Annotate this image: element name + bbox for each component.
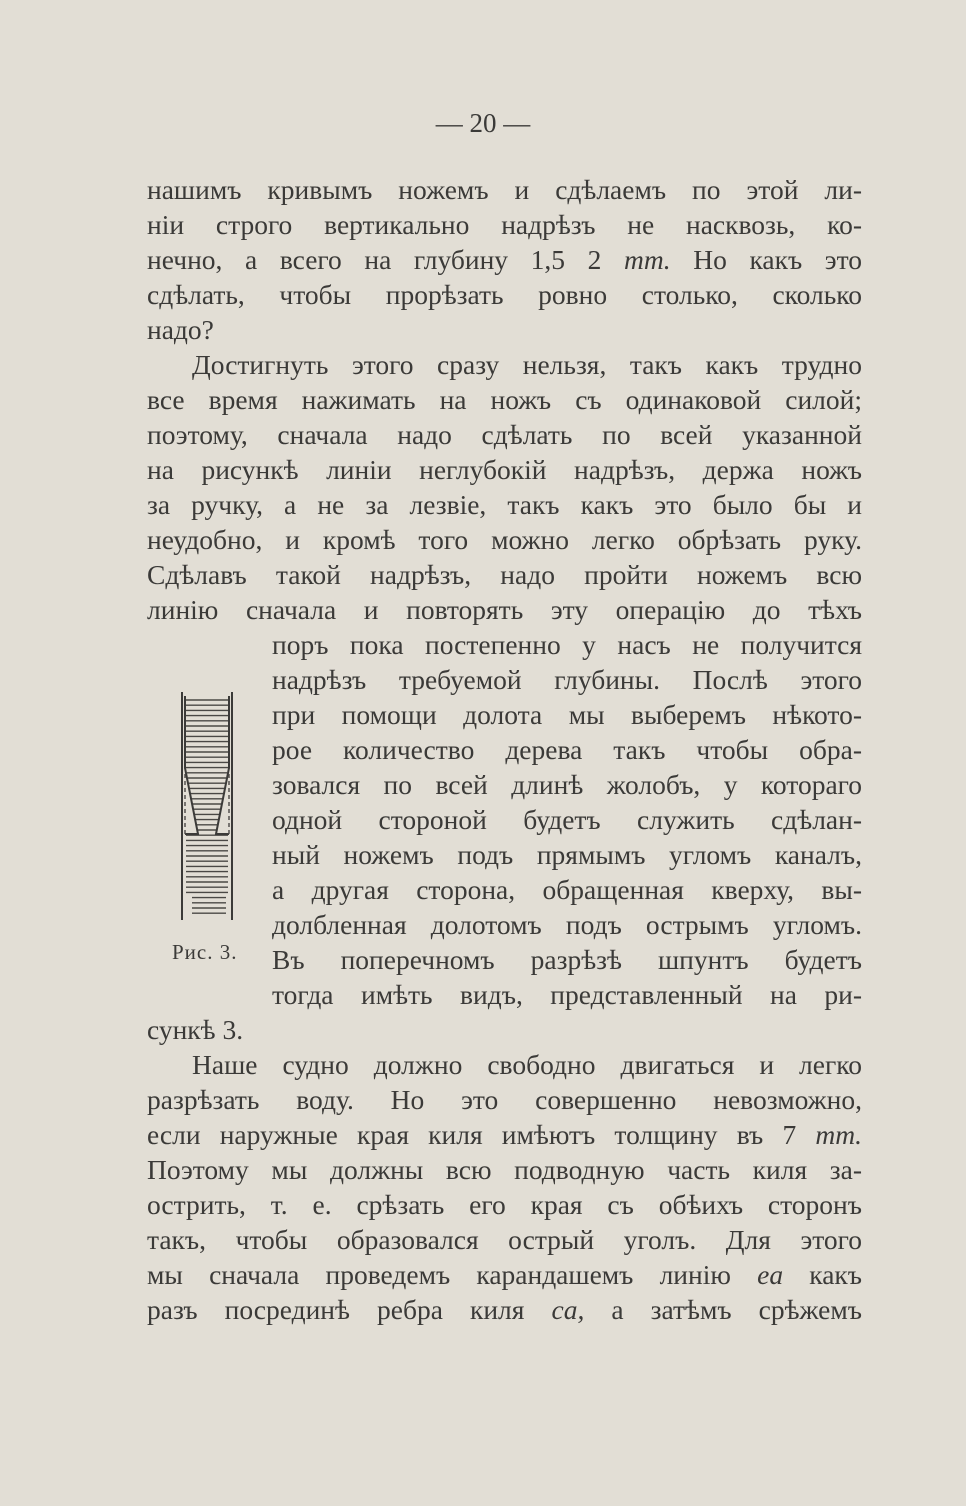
- text-segment: нашимъ кривымъ ножемъ и сдѣлаемъ по этой ли-: [147, 174, 862, 205]
- text-segment: сункѣ 3.: [147, 1014, 244, 1045]
- text-line: [147, 277, 862, 312]
- text-line: [272, 767, 862, 802]
- text-line: [272, 837, 862, 872]
- page-number: — 20 —: [435, 108, 531, 138]
- text-line: [272, 872, 862, 907]
- text-line: [147, 592, 862, 627]
- figure-3-cross-section: [176, 688, 238, 928]
- text-segment: все время нажимать на ножъ съ одинаковой силой;: [147, 384, 862, 415]
- text-segment: разрѣзать воду. Но это совершенно невозможно,: [147, 1084, 862, 1115]
- text-line: [272, 662, 862, 697]
- text-line: [147, 172, 862, 207]
- text-segment: Достигнуть этого сразу нельзя, такъ какъ трудно: [192, 349, 862, 380]
- text-line: [147, 487, 862, 522]
- text-segment: сдѣлать, чтобы прорѣзать ровно столько, сколько: [147, 279, 862, 310]
- text-segment: на рисункѣ линіи неглубокій надрѣзъ, держа ножъ: [147, 454, 862, 485]
- text-segment: поръ пока постепенно у насъ не получится: [272, 629, 862, 660]
- text-segment: разъ посрединѣ ребра киля: [147, 1294, 552, 1325]
- text-line: [272, 942, 862, 977]
- text-line: [147, 417, 862, 452]
- text-segment: мы сначала проведемъ карандашемъ линію: [147, 1259, 758, 1290]
- text-segment: долбленная долотомъ подъ острымъ угломъ.: [272, 909, 862, 940]
- text-line: [147, 557, 862, 592]
- text-segment: линію сначала и повторять эту операцію до тѣхъ: [147, 594, 862, 625]
- italic-term: mm.: [815, 1119, 862, 1150]
- text-line: [272, 907, 862, 942]
- text-line: [147, 452, 862, 487]
- text-segment: при помощи долота мы выберемъ нѣкото-: [272, 699, 862, 730]
- text-segment: а другая сторона, обращенная кверху, вы-: [272, 874, 862, 905]
- text-segment: Но какъ это: [670, 244, 862, 275]
- text-segment: неудобно, и кромѣ того можно легко обрѣзать руку.: [147, 524, 862, 555]
- figure-caption: Рис. 3.: [172, 940, 238, 964]
- text-segment: если наружные края киля имѣютъ толщину въ 7: [147, 1119, 816, 1150]
- text-segment: тогда имѣть видъ, представленный на ри-: [272, 979, 862, 1010]
- text-segment: надрѣзъ требуемой глубины. Послѣ этого: [272, 664, 862, 695]
- text-segment: Въ поперечномъ разрѣзѣ шпунтъ будетъ: [272, 944, 862, 975]
- text-line: [192, 347, 862, 382]
- text-segment: за ручку, а не за лезвіе, такъ какъ это было бы и: [147, 489, 862, 520]
- text-line: [147, 1292, 862, 1327]
- text-segment: такъ, чтобы образовался острый уголъ. Для этого: [147, 1224, 862, 1255]
- italic-term: ea: [757, 1259, 784, 1290]
- text-segment: Наше судно должно свободно двигаться и легко: [192, 1049, 862, 1080]
- text-segment: надо?: [147, 314, 214, 345]
- text-segment: нечно, а всего на глубину 1,5 2: [147, 244, 625, 275]
- text-segment: Поэтому мы должны всю подводную часть киля за-: [147, 1154, 862, 1185]
- text-segment: Сдѣлавъ такой надрѣзъ, надо пройти ножемъ всю: [147, 559, 862, 590]
- text-line: [272, 697, 862, 732]
- text-line: [272, 977, 862, 1012]
- text-line: [147, 522, 862, 557]
- text-line: [147, 382, 862, 417]
- text-segment: ный ножемъ подъ прямымъ угломъ каналъ,: [272, 839, 862, 870]
- text-line: [147, 1082, 862, 1117]
- text-line: [147, 1257, 862, 1292]
- text-segment: зовался по всей длинѣ жолобъ, у котораго: [272, 769, 862, 800]
- text-line: [147, 242, 862, 277]
- text-line: [147, 1152, 862, 1187]
- text-segment: острить, т. е. срѣзать его края съ обѣихъ сторонъ: [147, 1189, 862, 1220]
- text-line: [272, 732, 862, 767]
- text-line: [147, 207, 862, 242]
- text-segment: одной стороной будетъ служить сдѣлан-: [272, 804, 862, 835]
- italic-term: mm.: [624, 244, 671, 275]
- italic-term: ca,: [551, 1294, 585, 1325]
- text-line: [272, 802, 862, 837]
- text-segment: а затѣмъ срѣжемъ: [584, 1294, 862, 1325]
- text-line: [147, 1187, 862, 1222]
- text-line: [147, 1222, 862, 1257]
- text-line: [147, 312, 862, 347]
- text-line: [147, 1117, 862, 1152]
- text-line: [272, 627, 862, 662]
- text-line: [147, 1012, 862, 1047]
- text-segment: ніи строго вертикально надрѣзъ не насквозь, ко-: [147, 209, 862, 240]
- text-segment: рое количество дерева такъ чтобы обра-: [272, 734, 862, 765]
- text-segment: какъ: [783, 1259, 862, 1290]
- text-segment: поэтому, сначала надо сдѣлать по всей указанной: [147, 419, 862, 450]
- text-line: [192, 1047, 862, 1082]
